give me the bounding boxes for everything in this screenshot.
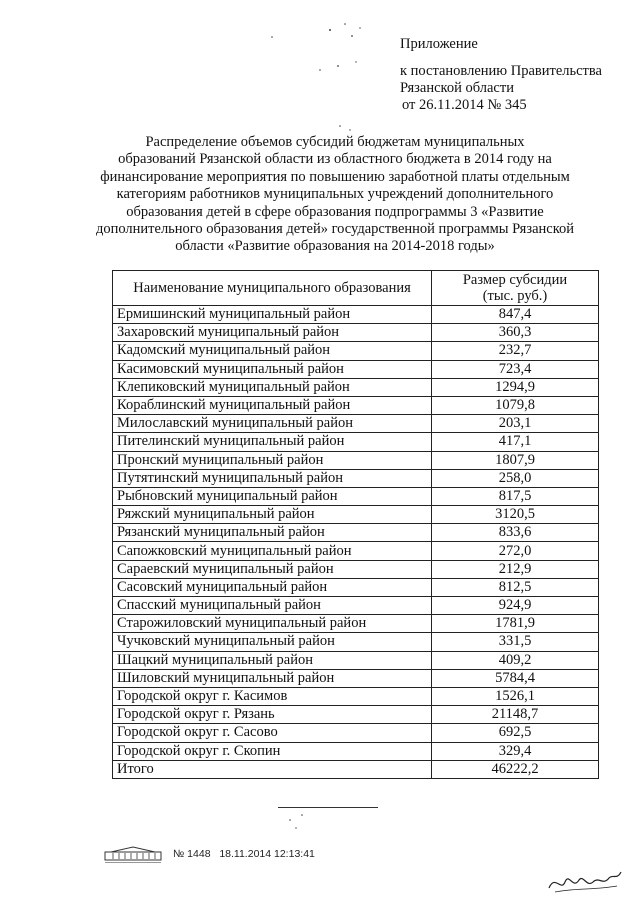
cell-subsidy: 723,4 — [432, 360, 599, 378]
column-header-name: Наименование муниципального образования — [113, 271, 432, 306]
cell-municipality: Рыбновский муниципальный район — [113, 487, 432, 505]
cell-subsidy: 847,4 — [432, 306, 599, 324]
table-row — [113, 560, 599, 578]
table-row — [113, 578, 599, 596]
column-header-value-line1: Размер субсидии — [462, 272, 568, 288]
table-row — [113, 724, 599, 742]
appendix-line-date: от 26.11.2014 № 345 — [402, 97, 527, 113]
title-line: образования детей в сфере образования подпрограммы 3 «Развитие — [126, 203, 544, 220]
table-row — [113, 360, 599, 378]
cell-subsidy: 817,5 — [432, 487, 599, 505]
cell-subsidy: 3120,5 — [432, 506, 599, 524]
appendix-title: Приложение — [400, 36, 478, 52]
cell-subsidy: 417,1 — [432, 433, 599, 451]
cell-subsidy: 1079,8 — [432, 396, 599, 414]
table-row — [113, 378, 599, 396]
table-header-row — [113, 271, 599, 306]
title-line: категориям работников муниципальных учреждений дополнительного — [116, 186, 554, 203]
cell-municipality: Касимовский муниципальный район — [113, 360, 432, 378]
cell-subsidy: 1526,1 — [432, 687, 599, 705]
table-row — [113, 433, 599, 451]
title-line: области «Развитие образования на 2014-2018 годы» — [175, 238, 495, 255]
cell-subsidy: 812,5 — [432, 578, 599, 596]
cell-municipality: Ермишинский муниципальный район — [113, 306, 432, 324]
cell-subsidy: 1781,9 — [432, 615, 599, 633]
column-header-value-line2: (тыс. руб.) — [482, 288, 548, 304]
table-row — [113, 669, 599, 687]
cell-municipality: Рязанский муниципальный район — [113, 524, 432, 542]
table-row — [113, 542, 599, 560]
cell-municipality: Городской округ г. Сасово — [113, 724, 432, 742]
cell-municipality: Кадомский муниципальный район — [113, 342, 432, 360]
cell-subsidy: 360,3 — [432, 324, 599, 342]
title-line: дополнительного образования детей» государственной программы Рязанской — [95, 221, 575, 238]
cell-subsidy: 924,9 — [432, 597, 599, 615]
table-body — [113, 306, 599, 779]
title-line: образований Рязанской области из областного бюджета в 2014 году на — [118, 151, 552, 168]
cell-subsidy: 258,0 — [432, 469, 599, 487]
cell-subsidy: 272,0 — [432, 542, 599, 560]
signature-icon — [545, 866, 625, 896]
cell-municipality: Захаровский муниципальный район — [113, 324, 432, 342]
cell-subsidy: 46222,2 — [432, 760, 599, 778]
cell-subsidy: 1294,9 — [432, 378, 599, 396]
registry-logo-icon — [103, 846, 163, 864]
table-row — [113, 742, 599, 760]
registration-datetime: 18.11.2014 12:13:41 — [219, 848, 315, 860]
cell-subsidy: 833,6 — [432, 524, 599, 542]
cell-subsidy: 203,1 — [432, 415, 599, 433]
cell-subsidy: 692,5 — [432, 724, 599, 742]
appendix-line-decree: к постановлению Правительства — [400, 63, 602, 79]
table-row-total — [113, 760, 599, 778]
table-row — [113, 706, 599, 724]
cell-municipality: Городской округ г. Касимов — [113, 687, 432, 705]
column-header-value — [432, 271, 599, 306]
cell-subsidy: 409,2 — [432, 651, 599, 669]
table-row — [113, 342, 599, 360]
cell-municipality: Пронский муниципальный район — [113, 451, 432, 469]
title-line: Распределение объемов субсидий бюджетам муниципальных — [145, 134, 525, 150]
cell-municipality: Шиловский муниципальный район — [113, 669, 432, 687]
table-row — [113, 597, 599, 615]
cell-subsidy: 5784,4 — [432, 669, 599, 687]
table-row — [113, 633, 599, 651]
subsidy-table — [112, 270, 599, 779]
cell-subsidy: 329,4 — [432, 742, 599, 760]
cell-subsidy: 232,7 — [432, 342, 599, 360]
cell-municipality: Спасский муниципальный район — [113, 597, 432, 615]
appendix-block — [400, 36, 630, 114]
cell-subsidy: 1807,9 — [432, 451, 599, 469]
cell-subsidy: 212,9 — [432, 560, 599, 578]
cell-municipality: Шацкий муниципальный район — [113, 651, 432, 669]
cell-municipality: Итого — [113, 760, 432, 778]
cell-municipality: Старожиловский муниципальный район — [113, 615, 432, 633]
table-row — [113, 324, 599, 342]
table-row — [113, 415, 599, 433]
table-row — [113, 615, 599, 633]
document-title — [95, 134, 575, 256]
table-row — [113, 306, 599, 324]
cell-municipality: Сапожковский муниципальный район — [113, 542, 432, 560]
table-row — [113, 651, 599, 669]
table-row — [113, 687, 599, 705]
table-row — [113, 469, 599, 487]
table-row — [113, 487, 599, 505]
cell-municipality: Пителинский муниципальный район — [113, 433, 432, 451]
cell-municipality: Кораблинский муниципальный район — [113, 396, 432, 414]
table-row — [113, 506, 599, 524]
cell-municipality: Городской округ г. Рязань — [113, 706, 432, 724]
cell-municipality: Сараевский муниципальный район — [113, 560, 432, 578]
table-row — [113, 451, 599, 469]
separator-line — [278, 807, 378, 808]
cell-municipality: Клепиковский муниципальный район — [113, 378, 432, 396]
cell-municipality: Чучковский муниципальный район — [113, 633, 432, 651]
registration-stamp — [173, 848, 315, 860]
cell-municipality: Милославский муниципальный район — [113, 415, 432, 433]
table-row — [113, 524, 599, 542]
cell-subsidy: 21148,7 — [432, 706, 599, 724]
title-line: финансирование мероприятия по повышению заработной платы отдельным — [100, 168, 570, 185]
cell-municipality: Ряжский муниципальный район — [113, 506, 432, 524]
cell-municipality: Городской округ г. Скопин — [113, 742, 432, 760]
table-row — [113, 396, 599, 414]
cell-municipality: Путятинский муниципальный район — [113, 469, 432, 487]
cell-subsidy: 331,5 — [432, 633, 599, 651]
registration-number: № 1448 — [173, 848, 211, 860]
cell-municipality: Сасовский муниципальный район — [113, 578, 432, 596]
appendix-line-region: Рязанской области — [400, 80, 514, 96]
